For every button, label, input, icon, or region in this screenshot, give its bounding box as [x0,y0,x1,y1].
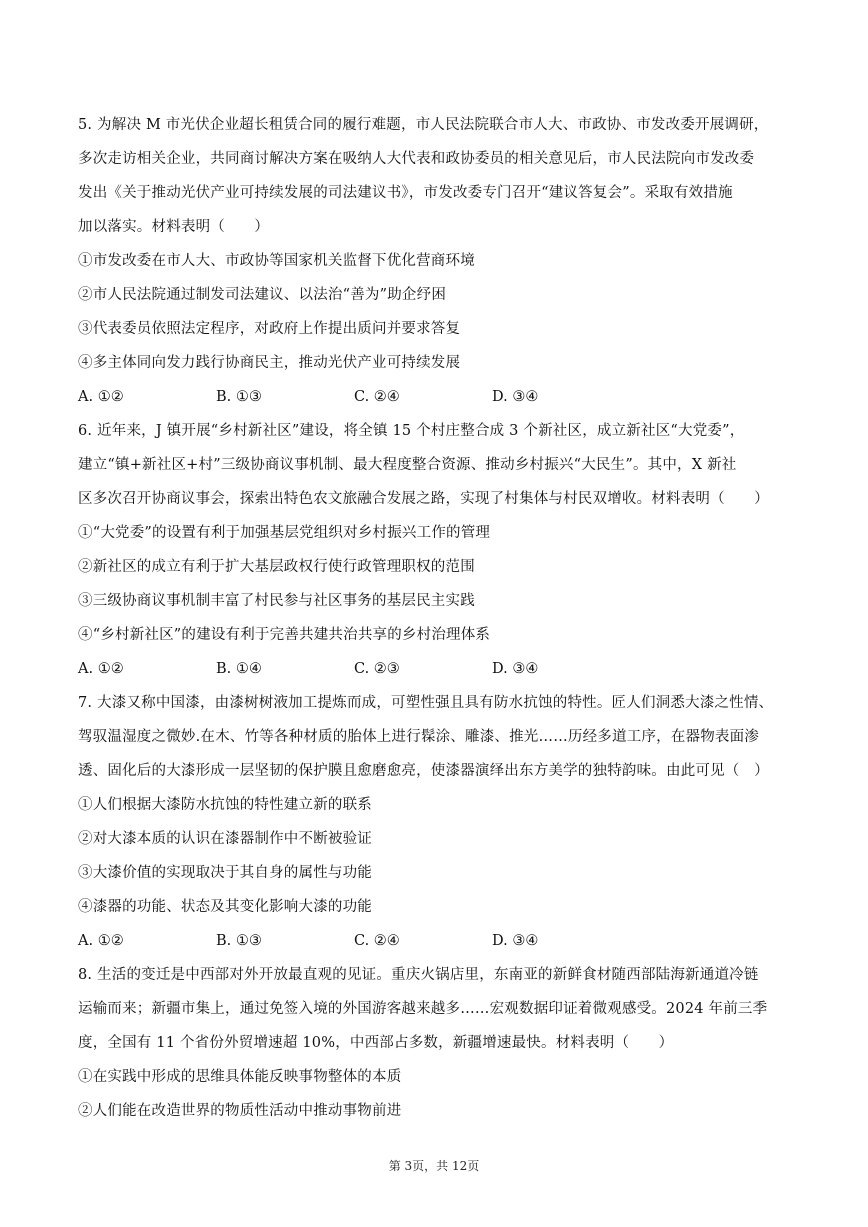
statement-option: ②市人民法院通过制发司法建议、以法治“善为”助企纾困 [78,287,447,303]
question-stem-line: 加以落实。材料表明（ ） [78,219,270,235]
question-stem-line: 6. 近年来，J 镇开展“乡村新社区”建设，将全镇 15 个村庄整合成 3 个新社区，成立新社区“大党委”， [78,423,745,439]
statement-option: ④多主体同向发力践行协商民主，推动光伏产业可持续发展 [78,355,461,371]
question-stem-line: 区多次召开协商议事会，探索出特色农文旅融合发展之路，实现了村集体与村民双增收。材料表明（ ） [78,491,769,507]
question-8 [78,958,790,1128]
statement-option: ②新社区的成立有利于扩大基层政权行使行政管理职权的范围 [78,559,475,575]
question-stem-line: 发出《关于推动光伏产业可持续发展的司法建议书》，市发改委专门召开“建议答复会”。采取有效措施 [78,185,733,201]
answer-choice-a: A. ①② [78,933,124,949]
statement-option: ①人们根据大漆防水抗蚀的特性建立新的联系 [78,797,372,813]
question-stem-line: 度，全国有 11 个省份外贸增速超 10%，中西部占多数，新疆增速最快。材料表明（ ） [78,1035,674,1051]
statement-option: ③三级协商议事机制丰富了村民参与社区事务的基层民主实践 [78,593,475,609]
question-stem-line: 7. 大漆又称中国漆，由漆树树液加工提炼而成，可塑性强且具有防水抗蚀的特性。匠人们洞悉大漆之性情、 [78,695,774,711]
answer-choice-d: D. ③④ [492,933,539,949]
page-footer: 第 3页，共 12页 [388,1159,480,1173]
answer-choices [78,924,790,958]
answer-choice-c: C. ②④ [354,389,400,405]
question-stem-line: 运输而来；新疆市集上，通过免签入境的外国游客越来越多……宏观数据印证着微观感受。2024 年前三季 [78,1001,768,1017]
answer-choice-d: D. ③④ [492,661,539,677]
question-stem-line: 8. 生活的变迁是中西部对外开放最直观的见证。重庆火锅店里，东南亚的新鲜食材随西部陆海新通道冷链 [78,967,759,983]
answer-choice-a: A. ①② [78,389,124,405]
statement-option: ④漆器的功能、状态及其变化影响大漆的功能 [78,899,372,915]
statement-option: ④“乡村新社区”的建设有利于完善共建共治共享的乡村治理体系 [78,627,491,643]
answer-choice-b: B. ①③ [216,933,262,949]
answer-choice-d: D. ③④ [492,389,539,405]
question-6 [78,414,790,686]
statement-option: ③大漆价值的实现取决于其自身的属性与功能 [78,865,372,881]
question-7 [78,686,790,958]
statement-option: ①在实践中形成的思维具体能反映事物整体的本质 [78,1069,402,1085]
statement-option: ②人们能在改造世界的物质性活动中推动事物前进 [78,1103,402,1119]
answer-choices [78,652,790,686]
statement-option: ③代表委员依照法定程序，对政府上作提出质问并要求答复 [78,321,461,337]
question-page [78,108,790,1128]
question-stem-line: 建立“镇+新社区+村”三级协商议事机制、最大程度整合资源、推动乡村振兴“大民生”。其中，X 新社 [78,457,737,473]
statement-option: ①“大党委”的设置有利于加强基层党组织对乡村振兴工作的管理 [78,525,491,541]
question-5 [78,108,790,414]
question-stem-line: 多次走访相关企业，共同商讨解决方案在吸纳人大代表和政协委员的相关意见后，市人民法院向市发改委 [78,151,755,167]
answer-choices [78,380,790,414]
answer-choice-c: C. ②③ [354,661,400,677]
answer-choice-a: A. ①② [78,661,124,677]
answer-choice-c: C. ②④ [354,933,400,949]
statement-option: ②对大漆本质的认识在漆器制作中不断被验证 [78,831,372,847]
answer-choice-b: B. ①④ [216,661,262,677]
statement-option: ①市发改委在市人大、市政协等国家机关监督下优化营商环境 [78,253,475,269]
question-stem-line: 透、固化后的大漆形成一层坚韧的保护膜且愈磨愈亮，使漆器演绎出东方美学的独特韵味。由此可见（ ） [78,763,769,779]
answer-choice-b: B. ①③ [216,389,262,405]
question-stem-line: 驾驭温湿度之微妙.在木、竹等各种材质的胎体上进行髹涂、雕漆、推光……历经多道工序，在器物表面渗 [78,729,760,745]
question-stem-line: 5. 为解决 M 市光伏企业超长租赁合同的履行难题，市人民法院联合市人大、市政协、市发改委开展调研， [78,117,769,133]
